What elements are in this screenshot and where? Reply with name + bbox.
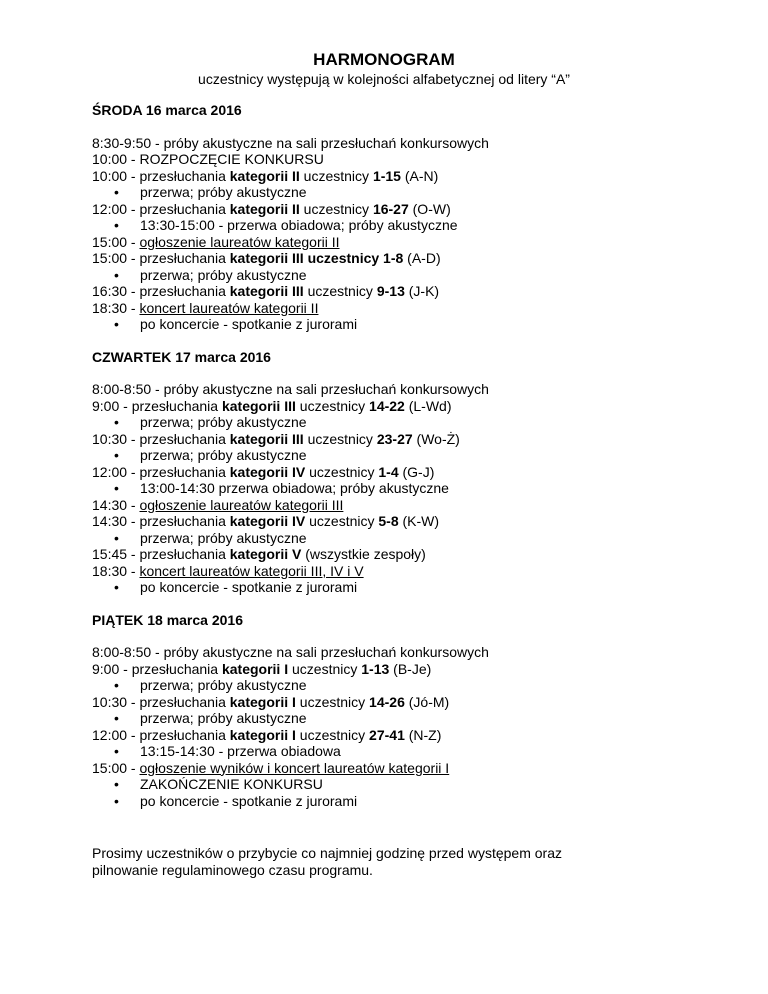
- schedule-text-segment: 16:30 - przesłuchania: [92, 283, 230, 299]
- schedule-text-segment: (B-Je): [389, 660, 432, 677]
- schedule-text-segment: (Jó-M): [404, 693, 450, 710]
- schedule-text-segment: 12:00 - przesłuchania: [92, 200, 230, 217]
- schedule-text-segment: kategorii I: [221, 660, 289, 677]
- schedule-text-segment: 9:00 - przesłuchania: [92, 660, 222, 677]
- schedule-text-segment: 10:30 - przesłuchania: [92, 430, 230, 447]
- schedule-text-segment: uczestnicy: [299, 200, 373, 217]
- schedule-text-segment: przerwa; próby akustyczne: [140, 184, 307, 200]
- schedule-content: [92, 98, 732, 878]
- schedule-text-segment: 10:00 - przesłuchania: [92, 167, 230, 184]
- closing-notice: [92, 821, 732, 878]
- schedule-text-segment: 1-15: [372, 167, 401, 184]
- day-heading: ŚRODA 16 marca 2016: [92, 102, 242, 118]
- schedule-line: [92, 234, 732, 251]
- schedule-text-segment: uczestnicy: [303, 430, 377, 447]
- schedule-line: [92, 563, 732, 580]
- day-heading: CZWARTEK 17 marca 2016: [92, 348, 271, 365]
- schedule-text-segment: 16-27: [372, 200, 409, 217]
- schedule-text-segment: (Wo-Ż): [412, 430, 460, 447]
- schedule-text-segment: po koncercie - spotkanie z jurorami: [140, 579, 358, 595]
- schedule-text-segment: (J-K): [404, 283, 440, 299]
- schedule-line: [92, 135, 732, 152]
- schedule-text-segment: 14:30 - przesłuchania: [92, 513, 230, 529]
- schedule-text-segment: 14-22: [369, 397, 405, 414]
- schedule-text-segment: 13:30-15:00 - przerwa obiadowa; próby akustyczne: [140, 217, 458, 233]
- schedule-text-segment: 14:30 -: [92, 496, 140, 513]
- schedule-text-segment: kategorii I: [229, 693, 296, 710]
- schedule-line: [92, 760, 732, 777]
- schedule-text-segment: kategorii IV: [229, 463, 306, 480]
- schedule-text-segment: 1-4: [378, 463, 399, 480]
- day-schedule: [92, 628, 732, 821]
- schedule-text-segment: uczestnicy: [305, 463, 379, 480]
- schedule-text-segment: 23-27: [376, 430, 413, 447]
- schedule-bullet-item: [92, 217, 732, 234]
- schedule-text-segment: 13:00-14:30 przerwa obiadowa; próby akustyczne: [140, 480, 449, 496]
- schedule-text-segment: uczestnicy: [299, 167, 373, 184]
- schedule-text-segment: kategorii IV: [229, 513, 306, 529]
- schedule-bullet-item: [92, 316, 732, 333]
- schedule-text-segment: 15:45 - przesłuchania: [92, 546, 230, 562]
- schedule-line: [92, 381, 732, 398]
- schedule-text-segment: 18:30 -: [92, 299, 140, 316]
- schedule-text-segment: 15:00 -: [92, 759, 140, 776]
- schedule-text-segment: kategorii I: [229, 726, 296, 743]
- document-title: HARMONOGRAM: [313, 50, 455, 69]
- schedule-text-segment: przerwa; próby akustyczne: [140, 710, 307, 726]
- schedule-bullet-item: [92, 414, 732, 431]
- schedule-text-segment: kategorii III: [229, 283, 304, 299]
- schedule-text-segment: koncert laureatów kategorii III, IV i V: [139, 562, 364, 579]
- day-heading: PIĄTEK 18 marca 2016: [92, 611, 243, 628]
- schedule-line: [92, 727, 732, 744]
- schedule-text-segment: ogłoszenie laureatów kategorii II: [139, 233, 340, 250]
- schedule-text-segment: (N-Z): [404, 726, 442, 743]
- schedule-text-segment: po koncercie - spotkanie z jurorami: [140, 792, 358, 809]
- schedule-line: [92, 201, 732, 218]
- schedule-text-segment: 10:00 - ROZPOCZĘCIE KONKURSU: [92, 151, 324, 167]
- schedule-text-segment: po koncercie - spotkanie z jurorami: [140, 316, 358, 332]
- schedule-line: [92, 694, 732, 711]
- schedule-text-segment: przerwa; próby akustyczne: [140, 447, 307, 463]
- schedule-text-segment: ZAKOŃCZENIE KONKURSU: [140, 776, 323, 792]
- schedule-line: [92, 546, 732, 563]
- schedule-bullet-item: [92, 793, 732, 810]
- schedule-text-segment: 15:00 -: [92, 233, 140, 250]
- schedule-text-segment: przerwa; próby akustyczne: [140, 677, 307, 693]
- day-schedule: [92, 365, 732, 608]
- schedule-line: [92, 644, 732, 661]
- schedule-text-segment: kategorii III: [229, 430, 304, 447]
- schedule-text-segment: przerwa; próby akustyczne: [140, 529, 307, 546]
- schedule-line: [92, 300, 732, 317]
- schedule-text-segment: (wszystkie zespoły): [301, 546, 426, 562]
- schedule-line: [92, 513, 732, 530]
- schedule-text-segment: (O-W): [408, 200, 451, 217]
- schedule-bullet-item: [92, 480, 732, 497]
- schedule-bullet-item: [92, 677, 732, 694]
- schedule-text-segment: koncert laureatów kategorii II: [139, 299, 319, 316]
- schedule-text-segment: uczestnicy: [295, 726, 370, 743]
- schedule-line: [92, 398, 732, 415]
- schedule-text-segment: 8:00-8:50 - próby akustyczne na sali przesłuchań konkursowych: [92, 381, 489, 397]
- schedule-line: [92, 168, 732, 185]
- schedule-text-segment: (K-W): [398, 513, 440, 529]
- schedule-line: [92, 283, 732, 300]
- schedule-text-segment: 8:00-8:50 - próby akustyczne na sali przesłuchań konkursowych: [92, 644, 489, 660]
- schedule-bullet-item: [92, 710, 732, 727]
- schedule-text-segment: (A-D): [403, 250, 441, 266]
- schedule-line: [92, 464, 732, 481]
- schedule-text-segment: uczestnicy: [295, 693, 370, 710]
- schedule-line: [92, 151, 732, 168]
- schedule-bullet-item: [92, 530, 732, 547]
- schedule-text-segment: kategorii III uczestnicy 1-8: [229, 250, 404, 266]
- notice-line: Prosimy uczestników o przybycie co najmniej godzinę przed występem oraz: [92, 845, 562, 861]
- schedule-text-segment: (G-J): [398, 463, 435, 480]
- schedule-text-segment: 10:30 - przesłuchania: [92, 693, 230, 710]
- notice-line: pilnowanie regulaminowego czasu programu.: [92, 861, 373, 878]
- schedule-line: [92, 250, 732, 267]
- schedule-text-segment: kategorii II: [229, 200, 300, 217]
- schedule-text-segment: uczestnicy: [288, 660, 362, 677]
- schedule-text-segment: ogłoszenie laureatów kategorii III: [139, 496, 344, 513]
- day-schedule: [92, 119, 732, 345]
- schedule-bullet-item: [92, 447, 732, 464]
- schedule-text-segment: 1-13: [361, 660, 390, 677]
- schedule-line: [92, 661, 732, 678]
- schedule-text-segment: (A-N): [400, 167, 439, 184]
- schedule-text-segment: 8:30-9:50 - próby akustyczne na sali przesłuchań konkursowych: [92, 134, 489, 151]
- schedule-line: [92, 431, 732, 448]
- schedule-text-segment: 9-13: [376, 283, 405, 299]
- schedule-bullet-item: [92, 184, 732, 201]
- schedule-text-segment: 15:00 - przesłuchania: [92, 250, 230, 266]
- schedule-bullet-item: [92, 776, 732, 793]
- schedule-text-segment: 5-8: [378, 513, 399, 529]
- schedule-bullet-item: [92, 579, 732, 596]
- schedule-text-segment: kategorii V: [229, 546, 302, 562]
- schedule-text-segment: 27-41: [369, 726, 405, 743]
- schedule-text-segment: uczestnicy: [303, 283, 377, 299]
- schedule-text-segment: uczestnicy: [305, 513, 379, 529]
- schedule-text-segment: (L-Wd): [404, 397, 452, 414]
- schedule-bullet-item: [92, 743, 732, 760]
- schedule-text-segment: kategorii II: [229, 167, 300, 184]
- document-subtitle: uczestnicy występują w kolejności alfabetycznej od litery “A”: [198, 71, 570, 87]
- schedule-text-segment: ogłoszenie wyników i koncert laureatów kategorii I: [139, 759, 450, 776]
- schedule-bullet-item: [92, 267, 732, 284]
- schedule-text-segment: przerwa; próby akustyczne: [140, 266, 307, 283]
- schedule-text-segment: 14-26: [369, 693, 405, 710]
- schedule-text-segment: 13:15-14:30 - przerwa obiadowa: [140, 743, 341, 759]
- schedule-text-segment: kategorii III: [221, 397, 296, 414]
- schedule-text-segment: 9:00 - przesłuchania: [92, 397, 222, 414]
- schedule-text-segment: 18:30 -: [92, 562, 140, 579]
- schedule-text-segment: 12:00 - przesłuchania: [92, 726, 230, 743]
- schedule-text-segment: 12:00 - przesłuchania: [92, 463, 230, 480]
- schedule-line: [92, 497, 732, 514]
- schedule-text-segment: przerwa; próby akustyczne: [140, 414, 307, 430]
- schedule-text-segment: uczestnicy: [295, 397, 370, 414]
